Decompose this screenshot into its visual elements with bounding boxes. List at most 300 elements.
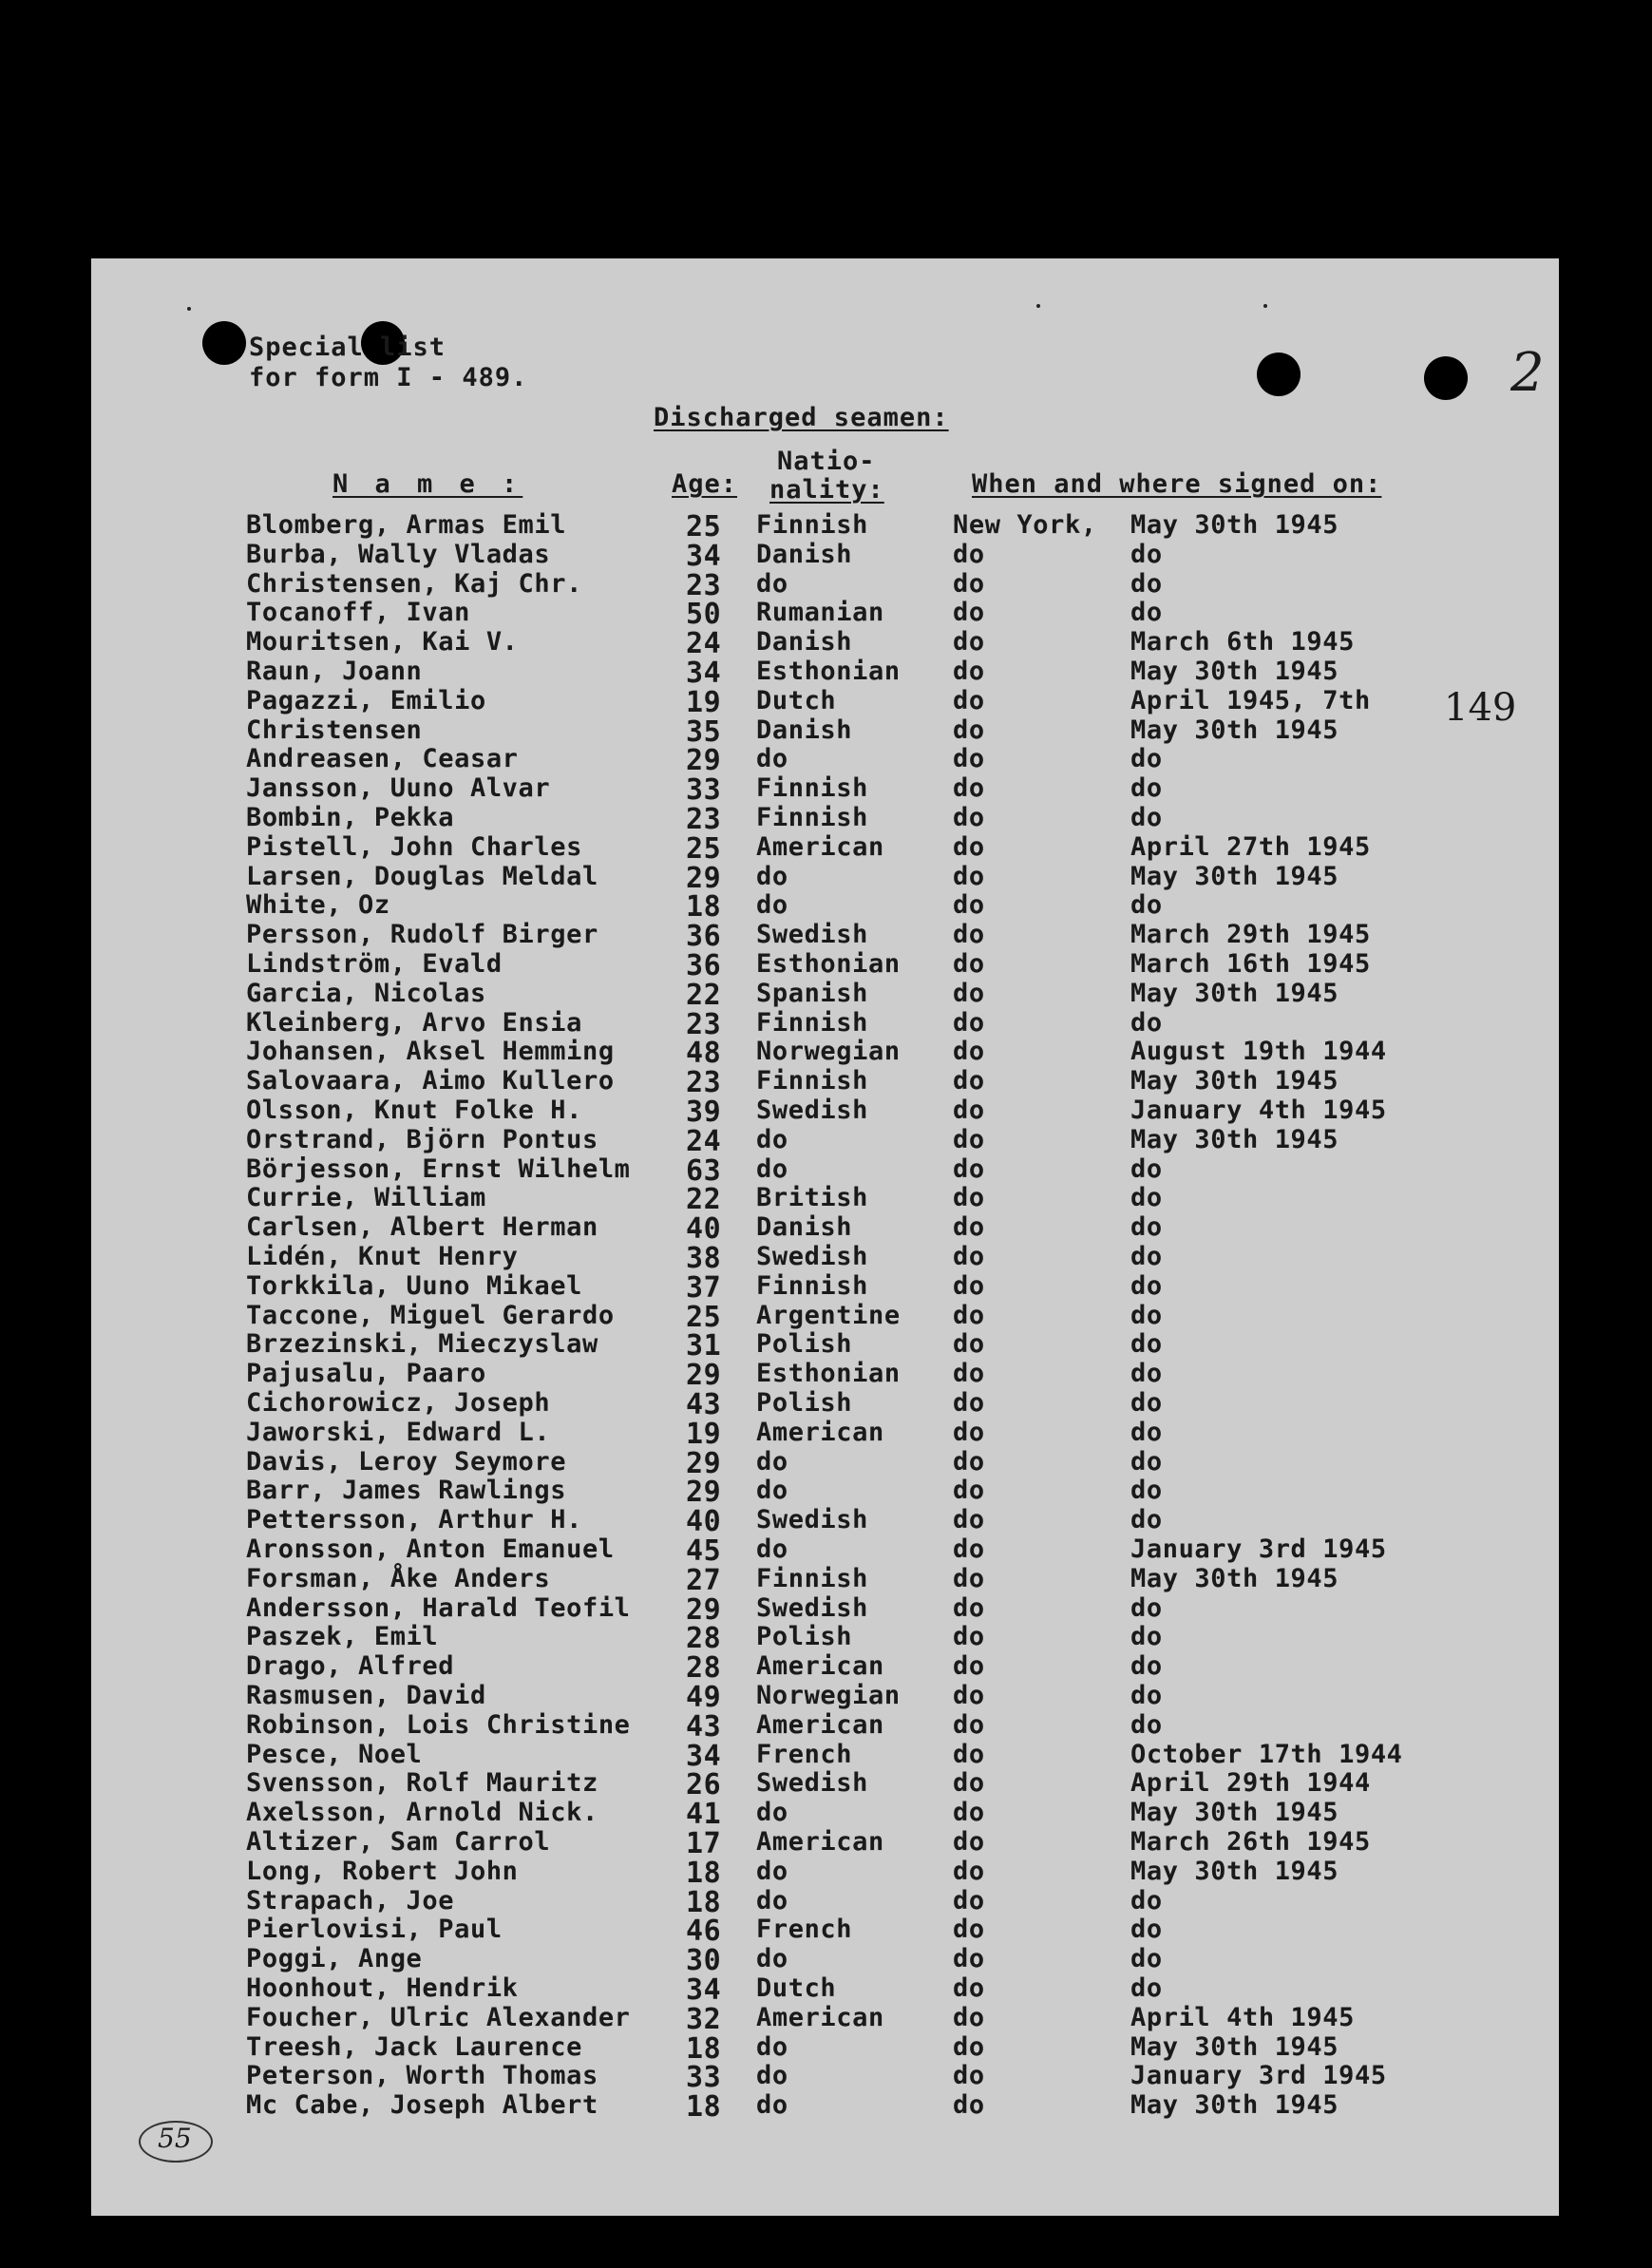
table-row — [0, 1329, 1652, 1363]
seaman-name: Salovaara, Aimo Kullero — [246, 1066, 615, 1096]
seaman-name: Cichorowicz, Joseph — [246, 1388, 551, 1418]
seaman-name: Pettersson, Arthur H. — [246, 1505, 582, 1534]
signed-on-date: May 30th 1945 — [1130, 715, 1339, 745]
seaman-age: 43 — [686, 1388, 722, 1421]
table-row — [0, 686, 1652, 719]
seaman-name: Hoonhout, Hendrik — [246, 1973, 519, 2003]
table-row — [0, 1183, 1652, 1216]
signed-on-place: do — [953, 598, 985, 627]
seaman-age: 22 — [686, 979, 722, 1012]
seaman-name: Davis, Leroy Seymore — [246, 1447, 567, 1477]
signed-on-place: do — [953, 1857, 985, 1886]
signed-on-place: do — [953, 1622, 985, 1651]
seaman-age: 45 — [686, 1534, 722, 1568]
seaman-age: 27 — [686, 1564, 722, 1597]
signed-on-date: do — [1130, 1710, 1163, 1740]
seaman-nationality: Esthonian — [756, 657, 901, 686]
signed-on-place: do — [953, 1271, 985, 1301]
signed-on-place: do — [953, 949, 985, 979]
seaman-age: 34 — [686, 540, 722, 573]
signed-on-place: do — [953, 1183, 985, 1212]
table-row — [0, 979, 1652, 1012]
signed-on-date: do — [1130, 1505, 1163, 1534]
table-row — [0, 1066, 1652, 1099]
seaman-nationality: Swedish — [756, 1768, 868, 1798]
table-row — [0, 510, 1652, 543]
seaman-name: Pagazzi, Emilio — [246, 686, 486, 715]
signed-on-place: do — [953, 1212, 985, 1242]
signed-on-place: do — [953, 862, 985, 891]
signed-on-date: do — [1130, 1476, 1163, 1505]
table-row — [0, 1768, 1652, 1801]
seaman-name: Pajusalu, Paaro — [246, 1359, 486, 1388]
seaman-name: Jaworski, Edward L. — [246, 1418, 551, 1447]
seaman-nationality: Finnish — [756, 1271, 868, 1301]
seaman-name: Brzezinski, Mieczyslaw — [246, 1329, 598, 1359]
seaman-age: 19 — [686, 686, 722, 719]
signed-on-place: do — [953, 803, 985, 832]
seaman-nationality: Finnish — [756, 1066, 868, 1096]
signed-on-place: do — [953, 2061, 985, 2090]
seaman-name: Olsson, Knut Folke H. — [246, 1096, 582, 1125]
seaman-name: Andreasen, Ceasar — [246, 744, 519, 773]
signed-on-date: March 6th 1945 — [1130, 627, 1355, 657]
seaman-nationality: Dutch — [756, 686, 837, 715]
seaman-nationality: do — [756, 2032, 788, 2062]
seaman-name: Jansson, Uuno Alvar — [246, 773, 551, 803]
table-row — [0, 1857, 1652, 1890]
table-row — [0, 1096, 1652, 1129]
signed-on-place: do — [953, 1037, 985, 1066]
table-row — [0, 773, 1652, 807]
table-row — [0, 1651, 1652, 1685]
seaman-name: Christensen, Kaj Chr. — [246, 569, 582, 599]
signed-on-date: do — [1130, 773, 1163, 803]
signed-on-date: March 29th 1945 — [1130, 920, 1371, 949]
seaman-name: Barr, James Rawlings — [246, 1476, 567, 1505]
signed-on-date: May 30th 1945 — [1130, 2032, 1339, 2062]
signed-on-date: do — [1130, 1418, 1163, 1447]
table-row — [0, 715, 1652, 749]
seaman-name: Garcia, Nicolas — [246, 979, 486, 1008]
signed-on-place: do — [953, 627, 985, 657]
seaman-nationality: Danish — [756, 627, 853, 657]
signed-on-date: May 30th 1945 — [1130, 1564, 1339, 1593]
table-row — [0, 1915, 1652, 1948]
signed-on-place: do — [953, 1242, 985, 1271]
seaman-nationality: Danish — [756, 1212, 853, 1242]
signed-on-date: April 1945, 7th — [1130, 686, 1371, 715]
seaman-age: 29 — [686, 744, 722, 777]
seaman-age: 50 — [686, 598, 722, 631]
signed-on-place: do — [953, 1915, 985, 1944]
seaman-age: 36 — [686, 920, 722, 953]
seaman-nationality: do — [756, 1154, 788, 1184]
signed-on-date: do — [1130, 1622, 1163, 1651]
seaman-nationality: Norwegian — [756, 1037, 901, 1066]
table-row — [0, 1418, 1652, 1451]
signed-on-date: do — [1130, 1242, 1163, 1271]
signed-on-place: do — [953, 1944, 985, 1973]
signed-on-place: do — [953, 1476, 985, 1505]
seaman-name: Bombin, Pekka — [246, 803, 455, 832]
seaman-age: 22 — [686, 1183, 722, 1216]
signed-on-date: April 29th 1944 — [1130, 1768, 1371, 1798]
table-row — [0, 1447, 1652, 1480]
signed-on-place: do — [953, 1505, 985, 1534]
page-number: 2 — [1510, 342, 1545, 404]
column-header-nationality-line1: Natio- — [777, 447, 876, 476]
seaman-nationality: do — [756, 890, 788, 920]
seaman-nationality: Norwegian — [756, 1681, 901, 1710]
signed-on-date: October 17th 1944 — [1130, 1740, 1403, 1769]
seaman-name: Andersson, Harald Teofil — [246, 1593, 631, 1623]
seaman-name: Strapach, Joe — [246, 1886, 455, 1915]
seaman-age: 28 — [686, 1622, 722, 1655]
signed-on-date: do — [1130, 1651, 1163, 1681]
signed-on-place: do — [953, 890, 985, 920]
signed-on-date: August 19th 1944 — [1130, 1037, 1387, 1066]
table-row — [0, 1271, 1652, 1305]
seaman-age: 43 — [686, 1710, 722, 1744]
signed-on-place: do — [953, 1681, 985, 1710]
table-row — [0, 862, 1652, 895]
seaman-age: 23 — [686, 1066, 722, 1099]
table-row — [0, 1944, 1652, 1977]
seaman-nationality: do — [756, 1476, 788, 1505]
signed-on-place: do — [953, 1301, 985, 1330]
signed-on-date: May 30th 1945 — [1130, 510, 1339, 540]
signed-on-place: do — [953, 773, 985, 803]
seaman-name: Long, Robert John — [246, 1857, 519, 1886]
seaman-nationality: American — [756, 1710, 884, 1740]
signed-on-date: do — [1130, 1447, 1163, 1477]
signed-on-date: May 30th 1945 — [1130, 862, 1339, 891]
signed-on-date: do — [1130, 598, 1163, 627]
signed-on-date: do — [1130, 569, 1163, 599]
signed-on-place: New York, — [953, 510, 1097, 540]
seaman-nationality: Esthonian — [756, 1359, 901, 1388]
seaman-age: 24 — [686, 627, 722, 660]
seaman-age: 24 — [686, 1125, 722, 1158]
section-title: Discharged seamen: — [654, 403, 949, 432]
table-row — [0, 1037, 1652, 1070]
signed-on-date: do — [1130, 1154, 1163, 1184]
table-row — [0, 657, 1652, 690]
column-header-signed-on: When and where signed on: — [972, 469, 1382, 499]
signed-on-place: do — [953, 1564, 985, 1593]
seaman-name: Pistell, John Charles — [246, 832, 582, 862]
seaman-name: Rasmusen, David — [246, 1681, 486, 1710]
signed-on-place: do — [953, 1096, 985, 1125]
seaman-nationality: Swedish — [756, 1242, 868, 1271]
seaman-nationality: American — [756, 2003, 884, 2032]
seaman-name: Peterson, Worth Thomas — [246, 2061, 598, 2090]
signed-on-date: May 30th 1945 — [1130, 1066, 1339, 1096]
column-header-nationality-line2: nality: — [769, 475, 884, 505]
signed-on-place: do — [953, 1768, 985, 1798]
seaman-age: 49 — [686, 1681, 722, 1714]
signed-on-place: do — [953, 569, 985, 599]
signed-on-place: do — [953, 1827, 985, 1857]
signed-on-date: do — [1130, 1301, 1163, 1330]
signed-on-date: do — [1130, 1388, 1163, 1418]
seaman-name: Raun, Joann — [246, 657, 423, 686]
seaman-nationality: do — [756, 2090, 788, 2120]
seaman-nationality: British — [756, 1183, 868, 1212]
signed-on-place: do — [953, 540, 985, 569]
seaman-nationality: do — [756, 1857, 788, 1886]
seaman-nationality: do — [756, 744, 788, 773]
seaman-age: 17 — [686, 1827, 722, 1860]
seaman-name: Christensen — [246, 715, 423, 745]
seaman-age: 29 — [686, 1593, 722, 1627]
signed-on-date: do — [1130, 1681, 1163, 1710]
table-row — [0, 1710, 1652, 1744]
seaman-name: Lindström, Evald — [246, 949, 503, 979]
seaman-nationality: do — [756, 2061, 788, 2090]
signed-on-place: do — [953, 979, 985, 1008]
seaman-name: Mc Cabe, Joseph Albert — [246, 2090, 598, 2120]
seaman-age: 25 — [686, 510, 722, 543]
seaman-nationality: do — [756, 1798, 788, 1827]
seaman-nationality: Swedish — [756, 1593, 868, 1623]
table-row — [0, 949, 1652, 982]
seaman-nationality: Polish — [756, 1329, 853, 1359]
signed-on-date: May 30th 1945 — [1130, 657, 1339, 686]
seaman-name: Poggi, Ange — [246, 1944, 423, 1973]
table-row — [0, 920, 1652, 953]
table-row — [0, 2061, 1652, 2094]
signed-on-place: do — [953, 1388, 985, 1418]
signed-on-date: do — [1130, 1008, 1163, 1038]
signed-on-date: May 30th 1945 — [1130, 2090, 1339, 2120]
table-row — [0, 832, 1652, 866]
seaman-nationality: Finnish — [756, 510, 868, 540]
margin-note: 55 — [158, 2123, 192, 2154]
seaman-name: Taccone, Miguel Gerardo — [246, 1301, 615, 1330]
signed-on-place: do — [953, 1973, 985, 2003]
seaman-name: Pesce, Noel — [246, 1740, 423, 1769]
seaman-age: 23 — [686, 803, 722, 836]
signed-on-place: do — [953, 2032, 985, 2062]
seaman-age: 25 — [686, 832, 722, 866]
seaman-age: 34 — [686, 1740, 722, 1773]
seaman-age: 18 — [686, 2090, 722, 2124]
table-row — [0, 803, 1652, 836]
signed-on-date: May 30th 1945 — [1130, 979, 1339, 1008]
seaman-age: 33 — [686, 773, 722, 807]
table-row — [0, 2090, 1652, 2124]
seaman-age: 39 — [686, 1096, 722, 1129]
seaman-nationality: American — [756, 832, 884, 862]
table-row — [0, 540, 1652, 573]
signed-on-place: do — [953, 1359, 985, 1388]
seaman-nationality: Polish — [756, 1622, 853, 1651]
seaman-age: 18 — [686, 890, 722, 924]
table-row — [0, 627, 1652, 660]
signed-on-place: do — [953, 1886, 985, 1915]
seaman-age: 29 — [686, 1447, 722, 1480]
seaman-age: 29 — [686, 862, 722, 895]
seaman-nationality: do — [756, 569, 788, 599]
seaman-age: 31 — [686, 1329, 722, 1363]
signed-on-place: do — [953, 1651, 985, 1681]
signed-on-date: do — [1130, 803, 1163, 832]
signed-on-place: do — [953, 1329, 985, 1359]
signed-on-place: do — [953, 1154, 985, 1184]
seaman-nationality: do — [756, 862, 788, 891]
seaman-name: Persson, Rudolf Birger — [246, 920, 598, 949]
seaman-nationality: Rumanian — [756, 598, 884, 627]
seaman-age: 18 — [686, 2032, 722, 2066]
table-row — [0, 1740, 1652, 1773]
table-row — [0, 1886, 1652, 1919]
seaman-name: Paszek, Emil — [246, 1622, 439, 1651]
seaman-name: Orstrand, Björn Pontus — [246, 1125, 598, 1154]
signed-on-place: do — [953, 920, 985, 949]
seaman-name: Lidén, Knut Henry — [246, 1242, 519, 1271]
signed-on-place: do — [953, 1125, 985, 1154]
seaman-age: 35 — [686, 715, 722, 749]
signed-on-date: do — [1130, 1973, 1163, 2003]
signed-on-date: do — [1130, 1329, 1163, 1359]
seaman-age: 63 — [686, 1154, 722, 1188]
seaman-name: Johansen, Aksel Hemming — [246, 1037, 615, 1066]
seaman-nationality: French — [756, 1740, 853, 1769]
column-header-name: N a m e : — [332, 469, 523, 499]
seaman-nationality: do — [756, 1447, 788, 1477]
seaman-nationality: American — [756, 1651, 884, 1681]
signed-on-date: do — [1130, 1271, 1163, 1301]
table-row — [0, 2003, 1652, 2036]
table-row — [0, 569, 1652, 602]
seaman-nationality: Danish — [756, 715, 853, 745]
seaman-nationality: Esthonian — [756, 949, 901, 979]
seaman-name: Axelsson, Arnold Nick. — [246, 1798, 598, 1827]
seaman-nationality: Finnish — [756, 1008, 868, 1038]
signed-on-date: March 26th 1945 — [1130, 1827, 1371, 1857]
seaman-age: 40 — [686, 1212, 722, 1246]
table-row — [0, 1154, 1652, 1188]
signed-on-date: do — [1130, 1886, 1163, 1915]
seaman-name: Pierlovisi, Paul — [246, 1915, 503, 1944]
seaman-age: 36 — [686, 949, 722, 982]
seaman-nationality: Swedish — [756, 1096, 868, 1125]
seaman-nationality: Finnish — [756, 773, 868, 803]
seaman-nationality: do — [756, 1944, 788, 1973]
table-row — [0, 1622, 1652, 1655]
signed-on-date: do — [1130, 1915, 1163, 1944]
seaman-name: Börjesson, Ernst Wilhelm — [246, 1154, 631, 1184]
seaman-age: 26 — [686, 1768, 722, 1801]
seaman-age: 30 — [686, 1944, 722, 1977]
seaman-nationality: Dutch — [756, 1973, 837, 2003]
signed-on-date: January 3rd 1945 — [1130, 2061, 1387, 2090]
signed-on-place: do — [953, 2090, 985, 2120]
seaman-name: Drago, Alfred — [246, 1651, 455, 1681]
seaman-name: Mouritsen, Kai V. — [246, 627, 519, 657]
seaman-age: 19 — [686, 1418, 722, 1451]
signed-on-place: do — [953, 1418, 985, 1447]
table-row — [0, 598, 1652, 631]
signed-on-date: do — [1130, 744, 1163, 773]
signed-on-date: January 4th 1945 — [1130, 1096, 1387, 1125]
seaman-name: Svensson, Rolf Mauritz — [246, 1768, 598, 1798]
seaman-nationality: American — [756, 1418, 884, 1447]
signed-on-date: May 30th 1945 — [1130, 1857, 1339, 1886]
seaman-name: Larsen, Douglas Meldal — [246, 862, 598, 891]
seaman-nationality: do — [756, 1886, 788, 1915]
signed-on-place: do — [953, 832, 985, 862]
seaman-name: Treesh, Jack Laurence — [246, 2032, 582, 2062]
signed-on-place: do — [953, 1740, 985, 1769]
table-row — [0, 2032, 1652, 2066]
seaman-age: 38 — [686, 1242, 722, 1275]
table-row — [0, 1505, 1652, 1538]
seaman-name: Altizer, Sam Carrol — [246, 1827, 551, 1857]
seaman-age: 32 — [686, 2003, 722, 2036]
seaman-nationality: French — [756, 1915, 853, 1944]
seaman-name: Burba, Wally Vladas — [246, 540, 551, 569]
table-row — [0, 744, 1652, 777]
signed-on-date: do — [1130, 540, 1163, 569]
signed-on-place: do — [953, 744, 985, 773]
seaman-age: 18 — [686, 1886, 722, 1919]
table-row — [0, 1388, 1652, 1421]
table-row — [0, 1827, 1652, 1860]
table-row — [0, 1359, 1652, 1392]
seaman-nationality: Finnish — [756, 1564, 868, 1593]
seaman-name: Carlsen, Albert Herman — [246, 1212, 598, 1242]
seaman-age: 23 — [686, 569, 722, 602]
seaman-name: Forsman, Åke Anders — [246, 1564, 551, 1593]
seaman-nationality: do — [756, 1534, 788, 1564]
table-row — [0, 1534, 1652, 1568]
seaman-nationality: Swedish — [756, 920, 868, 949]
signed-on-date: do — [1130, 1944, 1163, 1973]
signed-on-date: do — [1130, 1183, 1163, 1212]
signed-on-place: do — [953, 1447, 985, 1477]
signed-on-date: do — [1130, 1359, 1163, 1388]
table-row — [0, 1008, 1652, 1041]
seaman-nationality: Swedish — [756, 1505, 868, 1534]
signed-on-place: do — [953, 1593, 985, 1623]
seaman-age: 34 — [686, 657, 722, 690]
seaman-nationality: Polish — [756, 1388, 853, 1418]
signed-on-place: do — [953, 1710, 985, 1740]
signed-on-place: do — [953, 686, 985, 715]
table-row — [0, 1681, 1652, 1714]
signed-on-date: May 30th 1945 — [1130, 1798, 1339, 1827]
seaman-name: Torkkila, Uuno Mikael — [246, 1271, 582, 1301]
table-row — [0, 1476, 1652, 1509]
signed-on-date: March 16th 1945 — [1130, 949, 1371, 979]
seaman-nationality: Spanish — [756, 979, 868, 1008]
seaman-age: 41 — [686, 1798, 722, 1831]
seaman-name: Kleinberg, Arvo Ensia — [246, 1008, 582, 1038]
seaman-age: 40 — [686, 1505, 722, 1538]
seaman-age: 18 — [686, 1857, 722, 1890]
column-header-age: Age: — [672, 469, 738, 499]
seaman-nationality: do — [756, 1125, 788, 1154]
seaman-age: 48 — [686, 1037, 722, 1070]
table-row — [0, 1212, 1652, 1246]
seaman-age: 25 — [686, 1301, 722, 1334]
signed-on-place: do — [953, 657, 985, 686]
seaman-nationality: Finnish — [756, 803, 868, 832]
seaman-age: 46 — [686, 1915, 722, 1948]
